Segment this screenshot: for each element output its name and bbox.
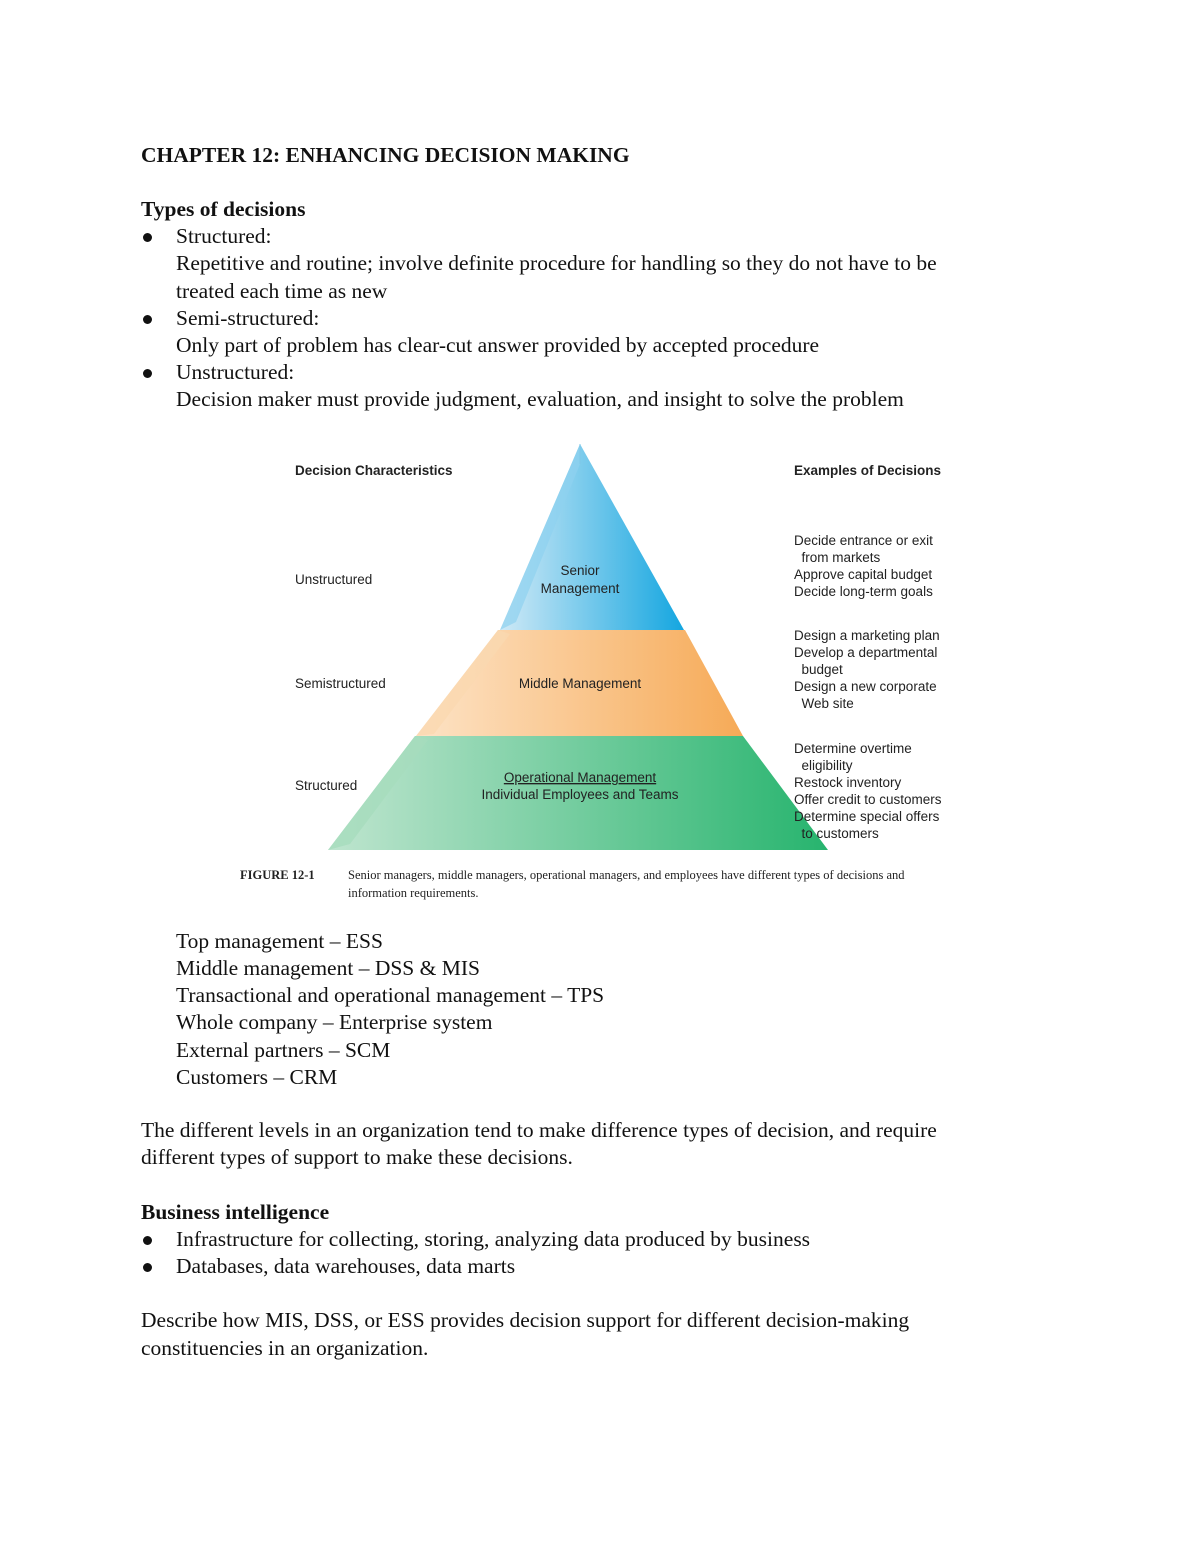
paragraph-levels-line2: different types of support to make these decisions. (141, 1145, 573, 1169)
bi-item: Infrastructure for collecting, storing, analyzing data produced by business (176, 1227, 811, 1251)
structured-desc-line1: Repetitive and routine; involve definite procedure for handling so they do not have to be (176, 251, 937, 275)
system-mapping: Customers – CRM (176, 1065, 338, 1089)
structured-desc-line2: treated each time as new (176, 279, 388, 303)
operational-label-line1: Operational Management (503, 770, 657, 785)
figure-caption-line2: information requirements. (348, 886, 479, 900)
example-line: from markets (794, 550, 881, 565)
example-line: Design a new corporate (794, 679, 937, 694)
bullet-dot (143, 233, 152, 242)
bullet-dot (143, 1236, 152, 1245)
senior-tier-shape (500, 444, 684, 630)
example-line: Determine overtime (794, 741, 912, 756)
paragraph-describe-line1: Describe how MIS, DSS, or ESS provides decision support for different decision-making (141, 1308, 910, 1332)
system-mapping: Transactional and operational management – TPS (176, 983, 605, 1007)
example-line: Decide entrance or exit (794, 533, 933, 548)
bi-heading: Business intelligence (141, 1200, 330, 1224)
decision-characteristics-header: Decision Characteristics (295, 463, 453, 478)
bi-item: Databases, data warehouses, data marts (176, 1254, 516, 1278)
example-line: Develop a departmental (794, 645, 938, 660)
characteristic-structured: Structured (295, 778, 358, 793)
senior-label-line2: Management (540, 581, 620, 596)
example-line: to customers (794, 826, 879, 841)
operational-label-line2: Individual Employees and Teams (481, 787, 679, 802)
example-line: Decide long-term goals (794, 584, 933, 599)
paragraph-levels-line1: The different levels in an organization tend to make difference types of decision, and require (141, 1118, 937, 1142)
system-mapping: Middle management – DSS & MIS (176, 956, 480, 980)
bullet-dot (143, 1263, 152, 1272)
example-line: Approve capital budget (794, 567, 933, 582)
pyramid-svg (238, 438, 998, 908)
unstructured-label: Unstructured: (176, 360, 295, 384)
example-line: Web site (794, 696, 854, 711)
figure-caption-line1: Senior managers, middle managers, operational managers, and employees have different types of decisions and (348, 868, 905, 882)
system-mapping: External partners – SCM (176, 1038, 391, 1062)
paragraph-describe-line2: constituencies in an organization. (141, 1336, 429, 1360)
chapter-title: CHAPTER 12: ENHANCING DECISION MAKING (141, 143, 630, 167)
middle-label: Middle Management (518, 676, 642, 691)
senior-label-line1: Senior (560, 563, 600, 578)
unstructured-desc: Decision maker must provide judgment, evaluation, and insight to solve the problem (176, 387, 904, 411)
characteristic-unstructured: Unstructured (295, 572, 373, 587)
example-line: Restock inventory (794, 775, 902, 790)
characteristic-semistructured: Semistructured (295, 676, 386, 691)
bullet-dot (143, 369, 152, 378)
decision-pyramid-figure (238, 438, 998, 908)
semi-structured-desc: Only part of problem has clear-cut answer provided by accepted procedure (176, 333, 820, 357)
example-line: Determine special offers (794, 809, 940, 824)
example-line: Design a marketing plan (794, 628, 940, 643)
examples-header: Examples of Decisions (794, 463, 942, 478)
example-line: budget (794, 662, 843, 677)
system-mapping: Top management – ESS (176, 929, 383, 953)
example-line: eligibility (794, 758, 853, 773)
system-mapping: Whole company – Enterprise system (176, 1010, 493, 1034)
example-line: Offer credit to customers (794, 792, 942, 807)
structured-label: Structured: (176, 224, 272, 248)
types-heading: Types of decisions (141, 197, 306, 221)
figure-label: FIGURE 12-1 (240, 868, 315, 882)
semi-structured-label: Semi-structured: (176, 306, 320, 330)
bullet-dot (143, 315, 152, 324)
